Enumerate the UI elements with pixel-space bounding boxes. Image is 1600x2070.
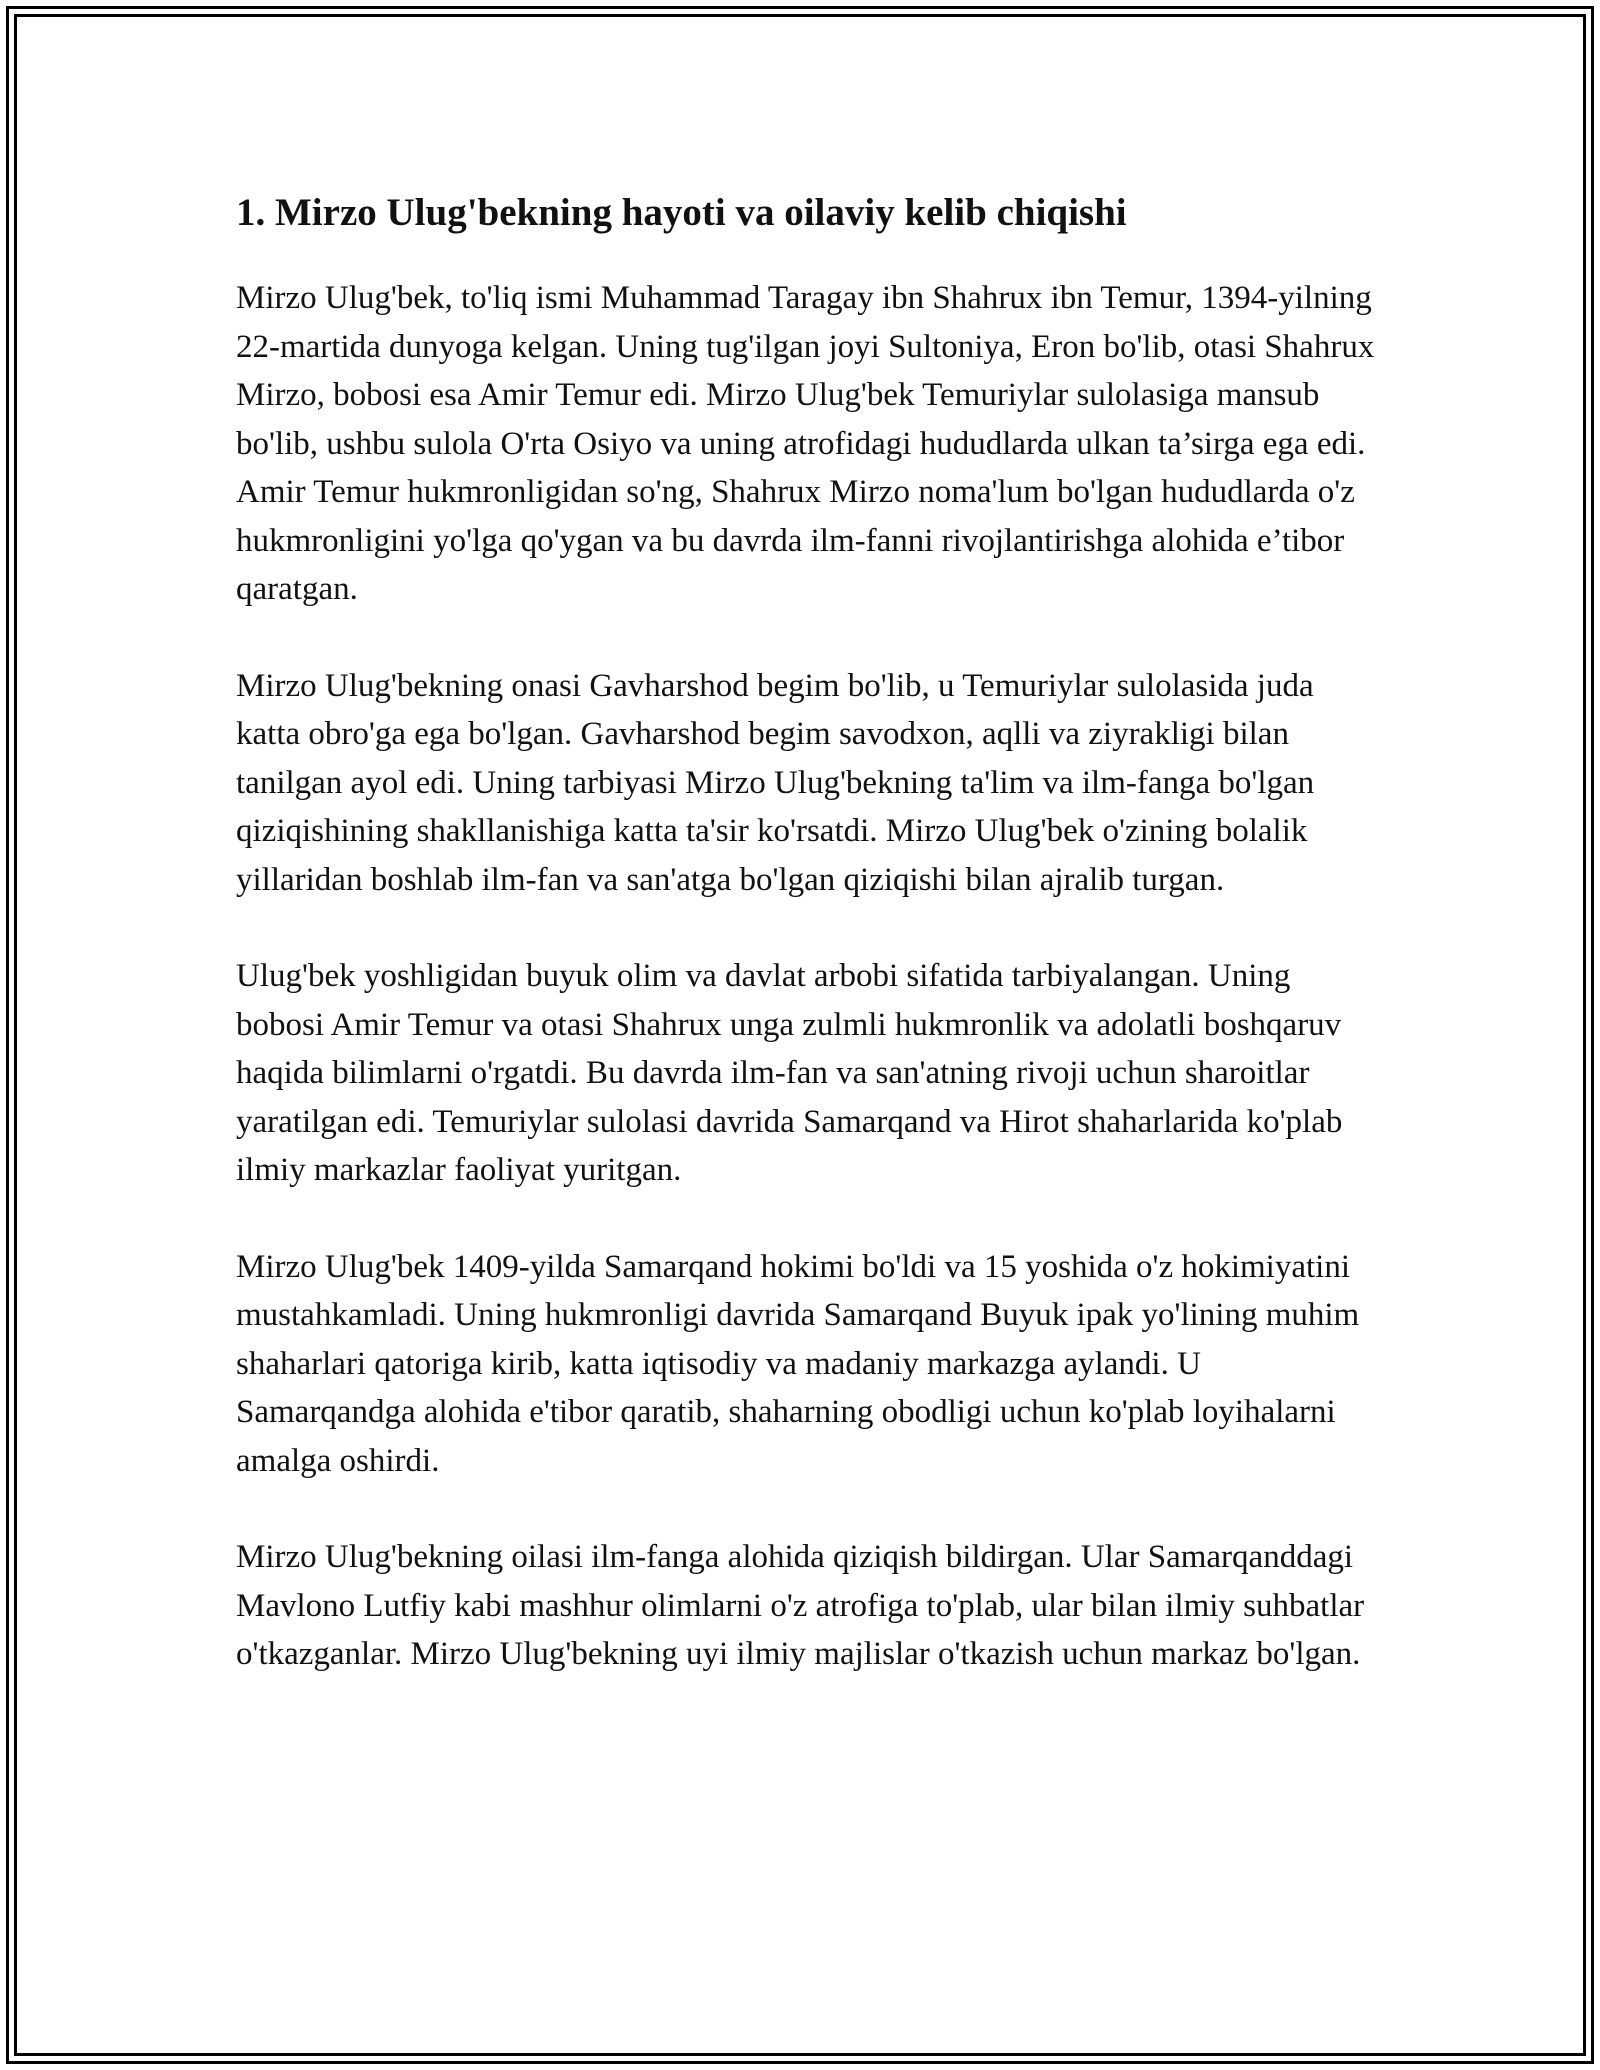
document-body	[236, 184, 1376, 1727]
section-title: 1. Mirzo Ulug'bekning hayoti va oilaviy kelib chiqishi	[236, 191, 1127, 234]
paragraph-upbringing: Ulug'bek yoshligidan buyuk olim va davlat arbobi sifatida tarbiyalangan. Uning bobosi Amir Temur va otasi Shahrux unga zulmli hukmronlik va adolatli boshqaruv haqida bilimlarni o'rgatdi. Bu davrda ilm-fan va san'atning rivoji uchun sharoitlar yaratilgan edi. Temuriylar sulolasi davrida Samarqand va Hirot shaharlarida ko'plab ilmiy markazlar faoliyat yuritgan.	[236, 958, 1343, 1188]
paragraph-family-scholarship: Mirzo Ulug'bekning oilasi ilm-fanga alohida qiziqish bildirgan. Ular Samarqanddagi Mavlono Lutfiy kabi mashhur olimlarni o'z atrofiga to'plab, ular bilan ilmiy suhbatlar o'tkazganlar. Mirzo Ulug'bekning uyi ilmiy majlislar o'tkazish uchun markaz bo'lgan.	[236, 1539, 1365, 1672]
paragraph-birth-and-lineage: Mirzo Ulug'bek, to'liq ismi Muhammad Taragay ibn Shahrux ibn Temur, 1394-yilning 22-martida dunyoga kelgan. Uning tug'ilgan joyi Sultoniya, Eron bo'lib, otasi Shahrux Mirzo, bobosi esa Amir Temur edi. Mirzo Ulug'bek Temuriylar sulolasiga mansub bo'lib, ushbu sulola O'rta Osiyo va uning atrofidagi hududlarda ulkan ta’sirga ega edi. Amir Temur hukmronligidan so'ng, Shahrux Mirzo noma'lum bo'lgan hududlarda o'z hukmronligini yo'lga qo'ygan va bu davrda ilm-fanni rivojlantirishga alohida e’tibor qaratgan.	[236, 280, 1375, 607]
paragraph-samarqand-governor: Mirzo Ulug'bek 1409-yilda Samarqand hokimi bo'ldi va 15 yoshida o'z hokimiyatini mustahkamladi. Uning hukmronligi davrida Samarqand Buyuk ipak yo'lining muhim shaharlari qatoriga kirib, katta iqtisodiy va madaniy markazga aylandi. U Samarqandga alohida e'tibor qaratib, shaharning obodligi uchun ko'plab loyihalarni amalga oshirdi.	[236, 1248, 1360, 1479]
paragraph-mother-gavharshod: Mirzo Ulug'bekning onasi Gavharshod begim bo'lib, u Temuriylar sulolasida juda katta obro'ga ega bo'lgan. Gavharshod begim savodxon, aqlli va ziyrakligi bilan tanilgan ayol edi. Uning tarbiyasi Mirzo Ulug'bekning ta'lim va ilm-fanga bo'lgan qiziqishining shakllanishiga katta ta'sir ko'rsatdi. Mirzo Ulug'bek o'zining bolalik yillaridan boshlab ilm-fan va san'atga bo'lgan qiziqishi bilan ajralib turgan.	[236, 667, 1315, 898]
